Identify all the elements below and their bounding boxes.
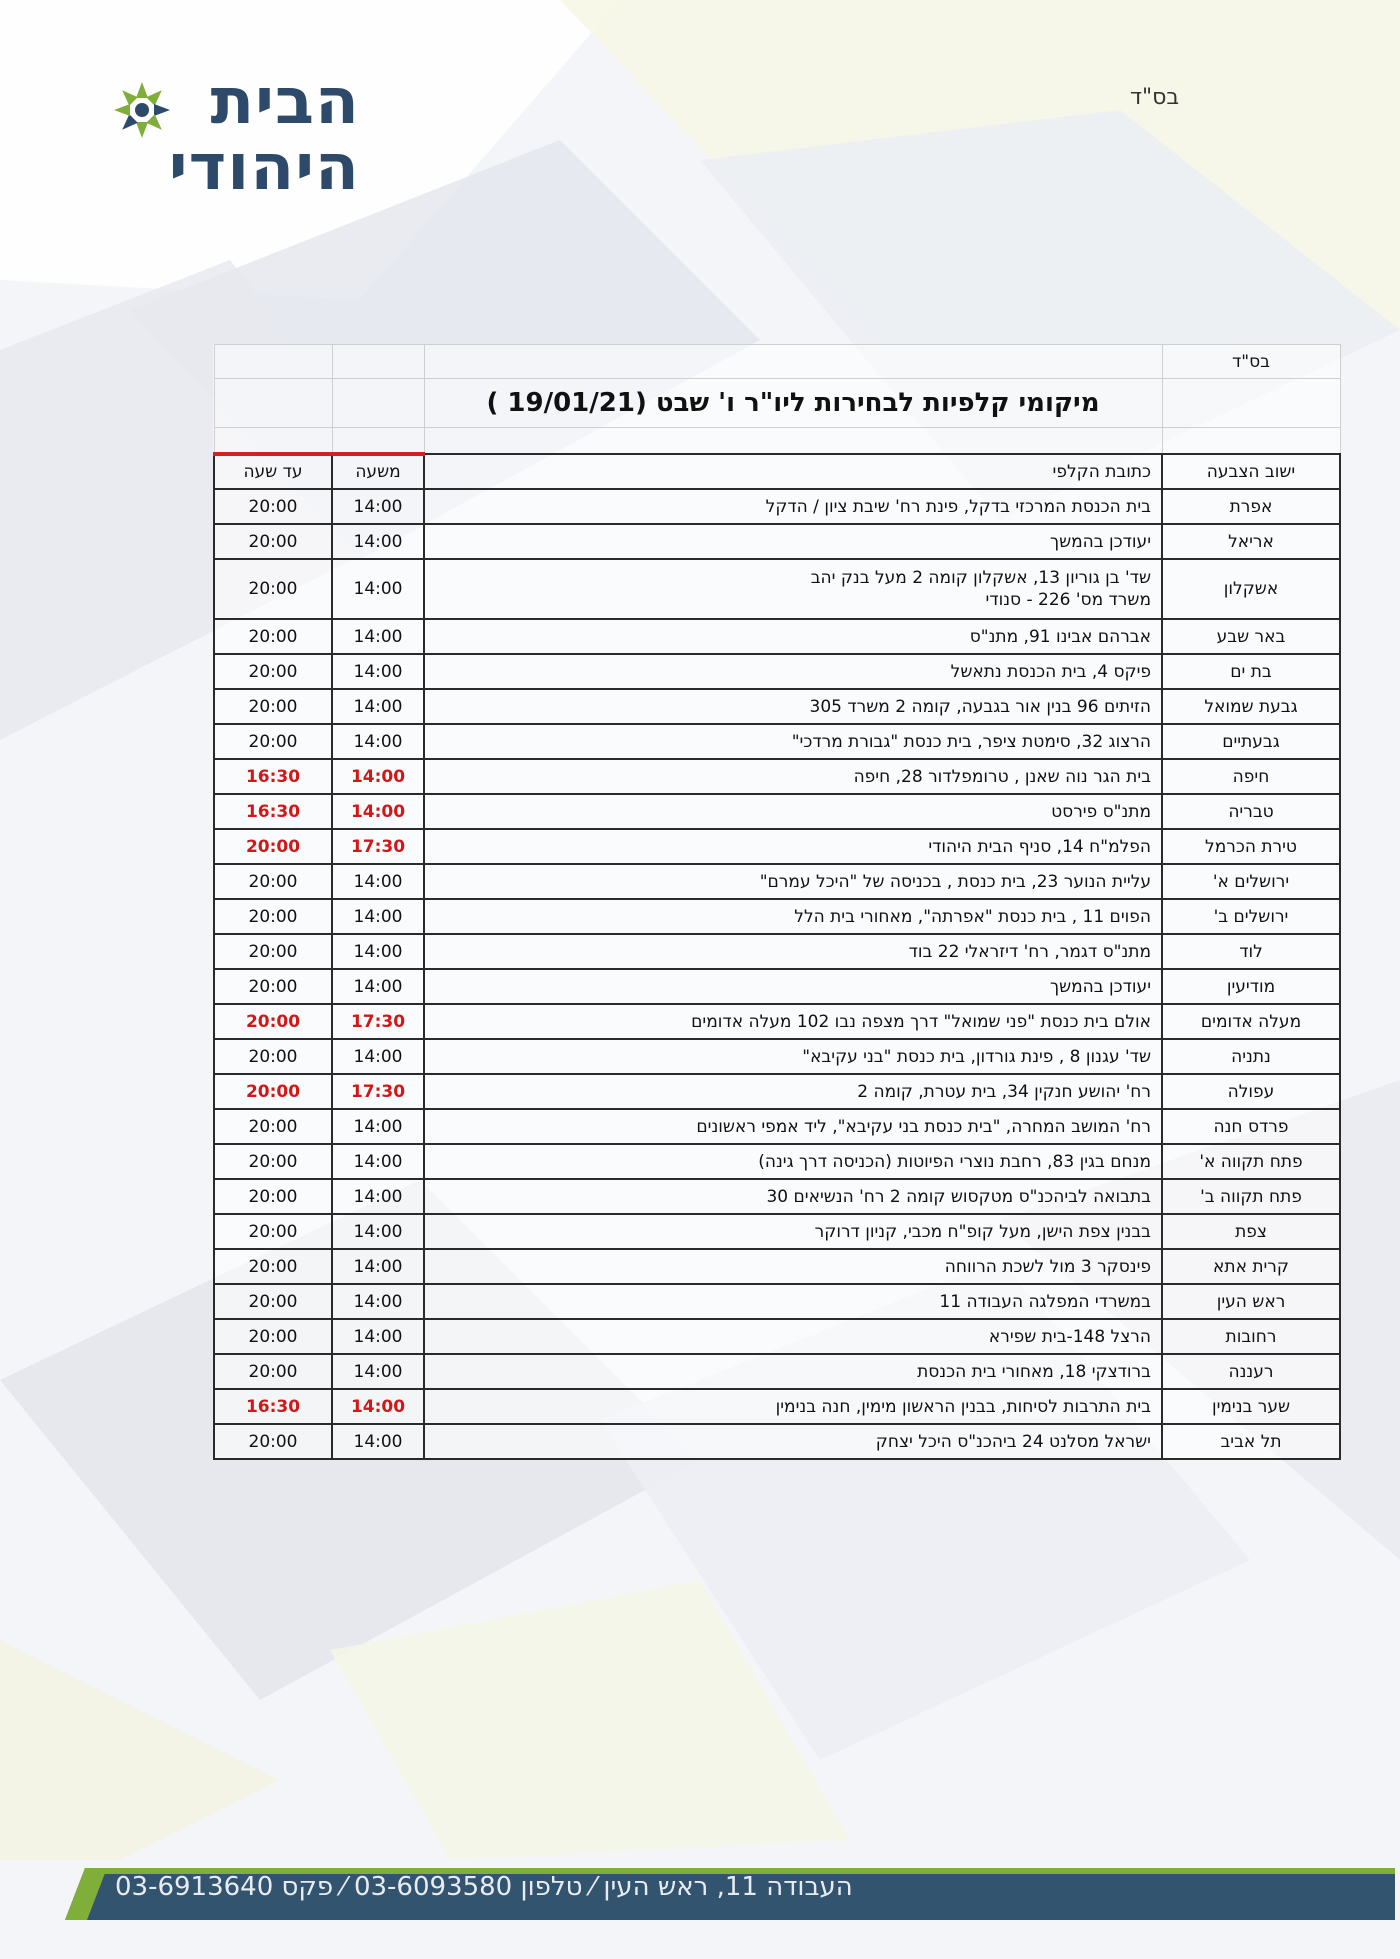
header-to: עד שעה [214,454,332,489]
cell-address [424,559,1162,619]
cell-to-time: 20:00 [214,1214,332,1249]
cell-to-time: 20:00 [214,1179,332,1214]
cell-to-time: 20:00 [214,864,332,899]
cell-from-time: 14:00 [332,1284,424,1319]
table-row [214,1354,1340,1389]
logo-line-2: היהודי [168,131,360,205]
cell-address: יעודכן בהמשך [424,524,1162,559]
table-row [214,934,1340,969]
table-title: מיקומי קלפיות לבחירות ליו"ר ו' שבט (19/01/21 ) [424,379,1162,428]
cell-address: בתבואה לביהכנ"ס מטקסוש קומה 2 רח' הנשיאים 30 [424,1179,1162,1214]
cell-city: ירושלים א' [1162,864,1340,899]
cell-from-time: 14:00 [332,934,424,969]
cell-from-time: 14:00 [332,969,424,1004]
cell-from-time: 14:00 [332,1424,424,1459]
cell-from-time: 14:00 [332,689,424,724]
cell-to-time: 20:00 [214,1144,332,1179]
cell-address: רח' המושב המחרה, "בית כנסת בני עקיבא", ליד אמפי ראשונים [424,1109,1162,1144]
cell-city: חיפה [1162,759,1340,794]
cell-city: רחובות [1162,1319,1340,1354]
polling-stations-table [213,344,1341,1460]
cell-from-time: 14:00 [332,1109,424,1144]
cell-address-line-1: שד' בן גוריון 13, אשקלון קומה 2 מעל בנק יהב [810,568,1151,588]
cell-city: פרדס חנה [1162,1109,1340,1144]
cell-address: בית התרבות לסיחות, בבנין הראשון מימין, חנה בנימין [424,1389,1162,1424]
cell-from-time: 14:00 [332,1039,424,1074]
cell-to-time: 20:00 [214,969,332,1004]
cell-city: טבריה [1162,794,1340,829]
logo-line-1: הבית [210,65,360,139]
table-row [214,1074,1340,1109]
cell-from-time: 17:30 [332,829,424,864]
table-row [214,1249,1340,1284]
cell-from-time: 14:00 [332,619,424,654]
cell-from-time: 14:00 [332,1389,424,1424]
table-row [214,1039,1340,1074]
table-row [214,559,1340,619]
cell-to-time: 20:00 [214,1354,332,1389]
cell-city: טירת הכרמל [1162,829,1340,864]
cell-from-time: 14:00 [332,1144,424,1179]
cell-to-time: 20:00 [214,524,332,559]
table-row [214,1179,1340,1214]
table-row [214,1319,1340,1354]
table-row [214,619,1340,654]
cell-to-time: 20:00 [214,1424,332,1459]
party-logo [110,65,360,210]
cell-address: שד' עגנון 8 , פינת גורדון, בית כנסת "בני עקיבא" [424,1039,1162,1074]
table-row [214,969,1340,1004]
table-row [214,689,1340,724]
cell-city: אשקלון [1162,559,1340,619]
cell-address: הפוים 11 , בית כנסת "אפרתה", מאחורי בית הלל [424,899,1162,934]
cell-to-time: 16:30 [214,794,332,829]
cell-to-time: 20:00 [214,559,332,619]
cell-city: ראש העין [1162,1284,1340,1319]
cell-city: אריאל [1162,524,1340,559]
cell-from-time: 14:00 [332,1319,424,1354]
table-row [214,524,1340,559]
table-row [214,829,1340,864]
header-city: ישוב הצבעה [1162,454,1340,489]
cell-city: פתח תקווה ב' [1162,1179,1340,1214]
cell-from-time: 14:00 [332,864,424,899]
cell-address: עליית הנוער 23, בית כנסת , בכניסה של "היכל עמרם" [424,864,1162,899]
cell-address: פיקס 4, בית הכנסת נתאשל [424,654,1162,689]
cell-city: תל אביב [1162,1424,1340,1459]
table-row [214,489,1340,524]
cell-from-time: 17:30 [332,1074,424,1109]
cell-address: מנחם בגין 83, רחבת נוצרי הפיוטות (הכניסה דרך גינה) [424,1144,1162,1179]
cell-from-time: 14:00 [332,794,424,829]
cell-to-time: 20:00 [214,829,332,864]
cell-city: רעננה [1162,1354,1340,1389]
cell-address: אברהם אבינו 91, מתנ"ס [424,619,1162,654]
cell-city: אפרת [1162,489,1340,524]
cell-address-line-2: משרד מס' 226 - סנודי [985,590,1151,610]
cell-to-time: 20:00 [214,1284,332,1319]
cell-from-time: 14:00 [332,1179,424,1214]
cell-city: באר שבע [1162,619,1340,654]
table-row [214,759,1340,794]
cell-city: גבעתיים [1162,724,1340,759]
cell-address: הרצוג 32, סימטת ציפר, בית כנסת "גבורת מרדכי" [424,724,1162,759]
cell-to-time: 20:00 [214,619,332,654]
cell-from-time: 14:00 [332,1249,424,1284]
cell-city: מעלה אדומים [1162,1004,1340,1039]
cell-from-time: 14:00 [332,759,424,794]
cell-to-time: 20:00 [214,1109,332,1144]
cell-city: צפת [1162,1214,1340,1249]
header-address: כתובת הקלפי [424,454,1162,489]
cell-from-time: 14:00 [332,1214,424,1249]
cell-city: עפולה [1162,1074,1340,1109]
cell-address: יעודכן בהמשך [424,969,1162,1004]
cell-address: פינסקר 3 מול לשכת הרווחה [424,1249,1162,1284]
table-row [214,1144,1340,1179]
cell-city: פתח תקווה א' [1162,1144,1340,1179]
cell-from-time: 14:00 [332,489,424,524]
table-row [214,1389,1340,1424]
cell-address: רח' יהושע חנקין 34, בית עטרת, קומה 2 [424,1074,1162,1109]
table-bsd-cell: בס"ד [1162,345,1340,379]
cell-to-time: 20:00 [214,654,332,689]
cell-address: במשרדי המפלגה העבודה 11 [424,1284,1162,1319]
cell-from-time: 14:00 [332,1354,424,1389]
cell-address: הרצל 148-בית שפירא [424,1319,1162,1354]
cell-to-time: 16:30 [214,1389,332,1424]
table-row [214,1424,1340,1459]
cell-from-time: 14:00 [332,524,424,559]
cell-address: בבנין צפת הישן, מעל קופ"ח מכבי, קניון דרוקר [424,1214,1162,1249]
table-header-row [214,454,1340,489]
table-row [214,1214,1340,1249]
table-row [214,1109,1340,1144]
header-bsd-mark: בס"ד [1130,85,1180,110]
cell-from-time: 14:00 [332,724,424,759]
table-row [214,794,1340,829]
footer-contact-text: העבודה 11, ראש העין ⁄ טלפון 03-6093580 ⁄ פקס 03-6913640 [115,1872,853,1902]
cell-to-time: 16:30 [214,759,332,794]
cell-city: שער בנימין [1162,1389,1340,1424]
title-row [214,379,1340,428]
polling-stations-table-wrapper [213,344,1341,1460]
cell-address: ברודצקי 18, מאחורי בית הכנסת [424,1354,1162,1389]
header-from: משעה [332,454,424,489]
cell-address: הפלמ"ח 14, סניף הבית היהודי [424,829,1162,864]
table-row [214,654,1340,689]
cell-address: ישראל מסלנט 24 ביהכנ"ס היכל יצחק [424,1424,1162,1459]
bsd-row [214,345,1340,379]
cell-city: נתניה [1162,1039,1340,1074]
cell-city: קרית אתא [1162,1249,1340,1284]
cell-from-time: 14:00 [332,559,424,619]
cell-address: בית הכנסת המרכזי בדקל, פינת רח' שיבת ציון / הדקל [424,489,1162,524]
cell-address: בית הגר נוה שאנן , טרומפלדור 28, חיפה [424,759,1162,794]
cell-city: בת ים [1162,654,1340,689]
table-row [214,864,1340,899]
table-row [214,1004,1340,1039]
cell-to-time: 20:00 [214,1249,332,1284]
cell-to-time: 20:00 [214,724,332,759]
cell-city: גבעת שמואל [1162,689,1340,724]
table-row [214,724,1340,759]
sun-emblem-icon [110,78,174,142]
cell-from-time: 14:00 [332,899,424,934]
cell-to-time: 20:00 [214,1039,332,1074]
cell-address: מתנ"ס דגמר, רח' דיזראלי 22 בוד [424,934,1162,969]
spacer-row [214,428,1340,455]
cell-to-time: 20:00 [214,689,332,724]
cell-to-time: 20:00 [214,1004,332,1039]
table-row [214,1284,1340,1319]
cell-to-time: 20:00 [214,489,332,524]
cell-from-time: 17:30 [332,1004,424,1039]
cell-to-time: 20:00 [214,1074,332,1109]
cell-to-time: 20:00 [214,899,332,934]
cell-address: מתנ"ס פירסט [424,794,1162,829]
cell-to-time: 20:00 [214,1319,332,1354]
cell-city: לוד [1162,934,1340,969]
table-row [214,899,1340,934]
cell-from-time: 14:00 [332,654,424,689]
cell-to-time: 20:00 [214,934,332,969]
cell-address: הזיתים 96 בנין אור בגבעה, קומה 2 משרד 305 [424,689,1162,724]
cell-city: ירושלים ב' [1162,899,1340,934]
cell-address: אולם בית כנסת "פני שמואל" דרך מצפה נבו 102 מעלה אדומים [424,1004,1162,1039]
cell-city: מודיעין [1162,969,1340,1004]
